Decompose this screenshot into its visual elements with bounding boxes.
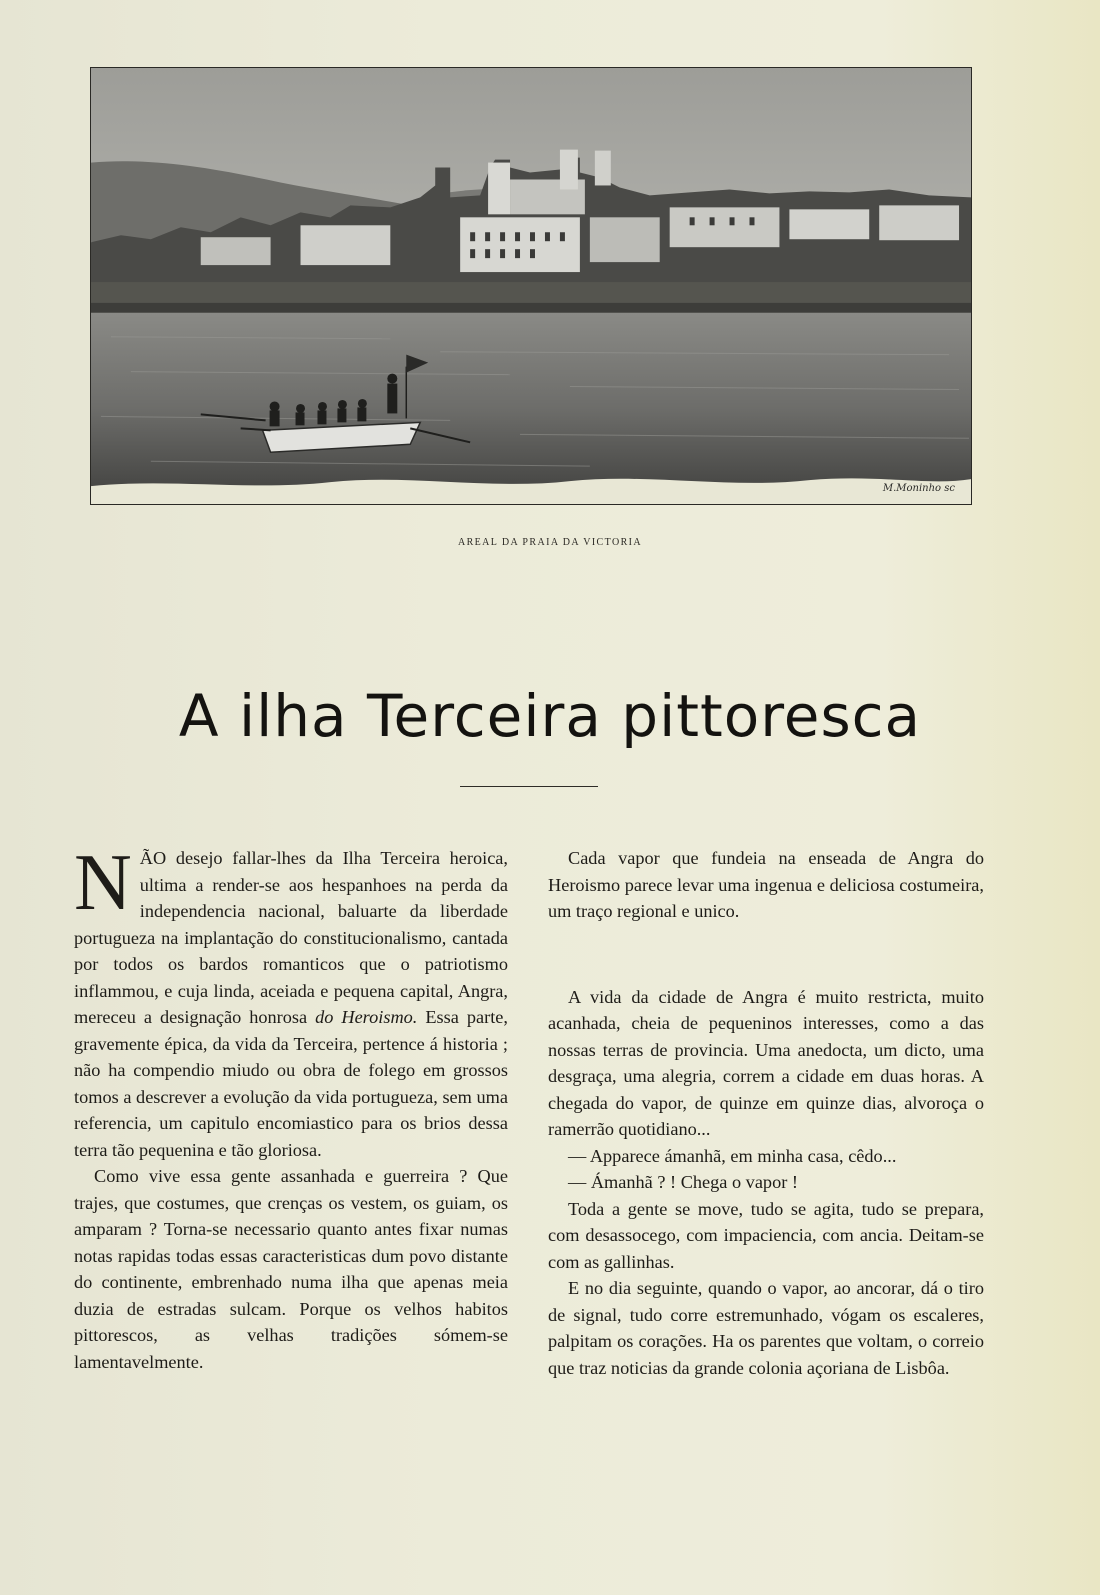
drop-cap: N <box>74 839 132 927</box>
left-paragraph-1 <box>74 839 508 1163</box>
right-paragraph-3: — Apparece ámanhã, em minha casa, cêdo... <box>568 1145 897 1166</box>
left-column <box>74 839 508 1375</box>
engraver-signature: M.Moninho sc <box>882 483 955 494</box>
right-paragraph-2: A vida da cidade de Angra é muito restricta, muito acanhada, cheia de pequeninos interesses, como a das nossas terras de provincia. Uma anedocta, um dicto, uma desgraça, uma alegria, correm a cidade em duas horas. A chegada do vapor, de quinze em quinze dias, alvoroça o ramerrão quotidiano... <box>548 986 984 1139</box>
article-title: A ilha Terceira pittoresca <box>178 681 922 750</box>
title-divider <box>460 786 598 787</box>
left-paragraph-1-emphasis: do Heroismo. <box>315 1007 418 1027</box>
right-paragraph-5: Toda a gente se move, tudo se agita, tudo se prepara, com desassocego, com impaciencia, com ancia. Deitam-se com as gallinhas. <box>548 1198 984 1272</box>
right-paragraph-1: Cada vapor que fundeia na enseada de Angra do Heroismo parece levar uma ingenua e deliciosa costumeira, um traço regional e unico. <box>548 848 984 921</box>
column-gap <box>548 925 984 984</box>
right-paragraph-6: E no dia seguinte, quando o vapor, ao ancorar, dá o tiro de signal, tudo corre estremunhado, vógam os escaleres, palpitam os corações. Ha os parentes que voltam, o correio que traz noticias da grande colonia açoriana de Lisbôa. <box>548 1278 984 1378</box>
harbour-photograph <box>90 67 972 505</box>
right-column <box>548 845 984 1381</box>
left-paragraph-1-text: ÃO desejo fallar-lhes da Ilha Terceira heroica, ultima a render-se aos hespanhoes na perda da independencia nacional, baluarte da liberdade portugueza na implantação do constitucionalismo, cantada por todos os bardos romanticos que o patriotismo inflammou, e cuja linda, aceiada e pequena capital, Angra, mereceu a designação honrosa <box>74 848 508 1027</box>
photo-caption: AREAL DA PRAIA DA VICTORIA <box>457 537 642 548</box>
left-paragraph-1-end: Essa parte, gravemente épica, da vida da Terceira, pertence á historia ; não ha compendio miudo ou obra de folego em grossos tomos a descrever a evolução da vida portugueza, sem uma referencia, um capitulo encomiastico para os brios dessa terra tão pequenina e tão gloriosa. <box>74 1007 508 1160</box>
harbour-illustration <box>91 68 971 504</box>
left-paragraph-2: Como vive essa gente assanhada e guerreira ? Que trajes, que costumes, que crenças os vestem, os guiam, os amparam ? Torna-se necessario quanto antes fixar numas notas rapidas todas essas caracteristicas dum povo distante do continente, embrenhado numa ilha que apenas meia duzia de estradas sulcam. Porque os velhos habitos pittorescos, as velhas tradições sómem-se lamentavelmente. <box>74 1166 508 1372</box>
right-paragraph-4: — Ámanhã ? ! Chega o vapor ! <box>568 1172 798 1192</box>
